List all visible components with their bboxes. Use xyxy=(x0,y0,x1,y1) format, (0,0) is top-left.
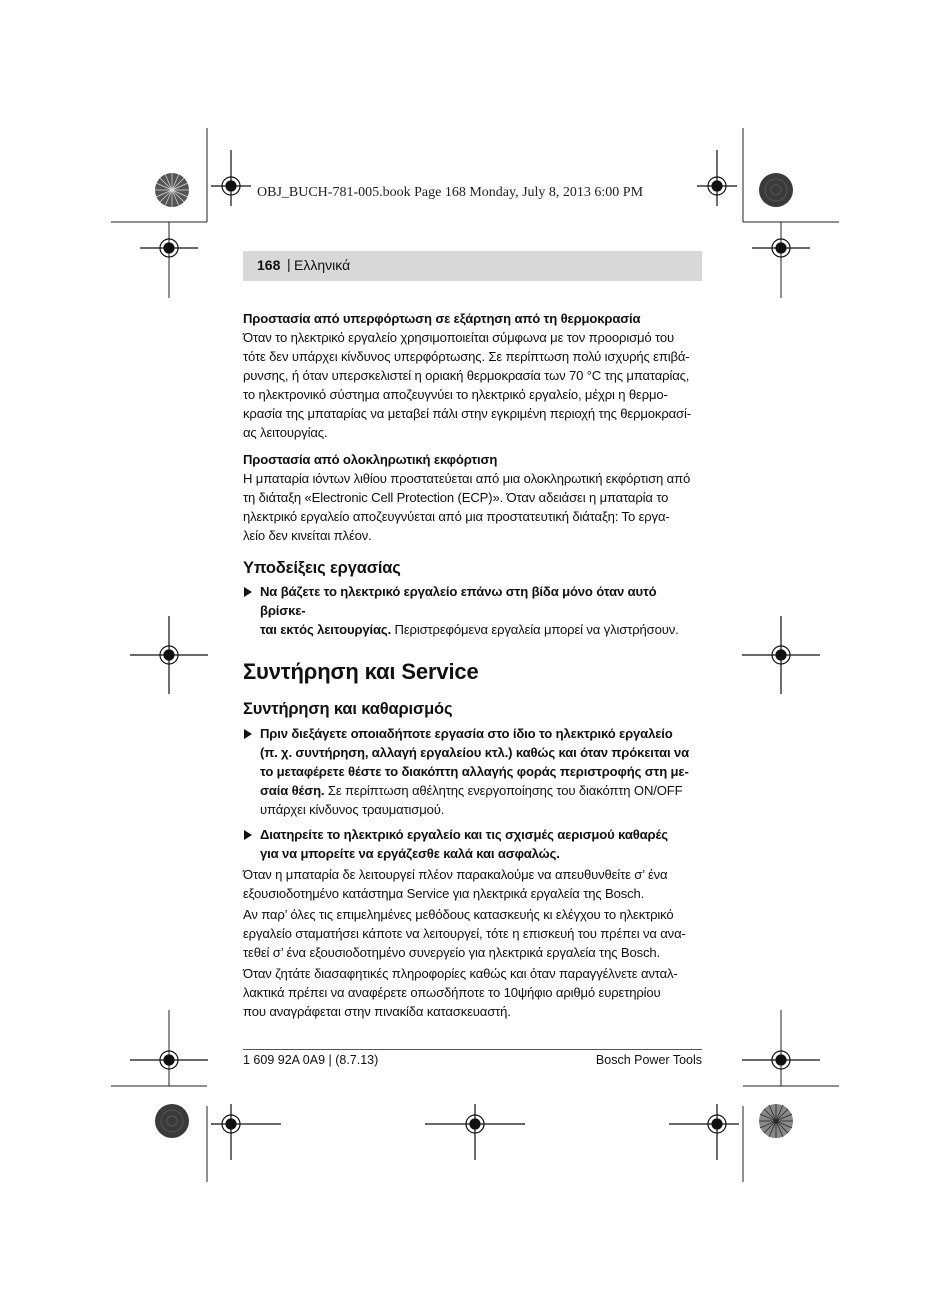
crosshair-mark-bottom-left xyxy=(211,1104,281,1160)
header-language: Ελληνικά xyxy=(294,257,351,273)
text-line: τη διάταξη «Electronic Cell Protection (ECP)». Όταν αδειάσει η μπαταρία το xyxy=(243,490,669,505)
bold-text: ται εκτός λειτουργίας. xyxy=(260,622,392,637)
text-line: τεθεί σ’ ένα εξουσιοδοτημένο συνεργείο για ηλεκτρικά εργαλεία της Bosch. xyxy=(243,945,660,960)
header-separator: | xyxy=(287,256,291,272)
page-number: 168 xyxy=(257,257,281,273)
text-line: Αν παρ’ όλες τις επιμελημένες μεθόδους κατασκευής κι ελέγχου το ηλεκτρικό xyxy=(243,907,674,922)
overload-protection-text xyxy=(243,328,702,442)
text-span: Σε περίπτωση αθέλητης ενεργοποίησης του διακόπτη ON/OFF xyxy=(324,783,683,798)
bullet-triangle-icon xyxy=(244,587,252,597)
text-line: Η μπαταρία ιόντων λιθίου προστατεύεται από μια ολοκληρωτική εκφόρτιση από xyxy=(243,471,691,486)
text-line: λακτικά πρέπει να αναφέρετε οπωσδήποτε το 10ψήφιο αριθμό ευρετηρίου xyxy=(243,985,661,1000)
text-line: ρυνσης, ή όταν υπερσκελιστεί η οριακή θερμοκρασία των 70 °C της μπαταρίας, xyxy=(243,368,690,383)
text-line: ας λειτουργίας. xyxy=(243,425,328,440)
print-slug-line: OBJ_BUCH-781-005.book Page 168 Monday, July 8, 2013 6:00 PM xyxy=(257,185,644,200)
bold-text: Διατηρείτε το ηλεκτρικό εργαλείο και τις σχισμές αερισμού καθαρές xyxy=(260,827,668,842)
crosshair-mark-top-left xyxy=(211,150,251,206)
crosshair-mark-mid-right xyxy=(742,616,820,694)
dark-disc-mark-top-right xyxy=(759,173,793,207)
discharge-protection-text xyxy=(243,469,702,545)
discharge-protection-heading: Προστασία από ολοκληρωτική εκφόρτιση xyxy=(243,452,498,467)
text-span: Περιστρεφόμενα εργαλεία μπορεί να γλιστρήσουν. xyxy=(391,622,679,637)
dark-disc-mark-bottom-left xyxy=(155,1104,189,1138)
maintenance-cleaning-heading: Συντήρηση και καθαρισμός xyxy=(243,700,453,718)
text-line: λείο δεν κινείται πλέον. xyxy=(243,528,372,543)
page-body xyxy=(243,309,702,1021)
text-line: που αναγράφεται στην πινακίδα κατασκευαστή. xyxy=(243,1004,511,1019)
crosshair-mark-top-right xyxy=(697,150,737,206)
crosshair-mark-mid-left xyxy=(130,616,208,694)
bold-text: Να βάζετε το ηλεκτρικό εργαλείο επάνω στη βίδα μόνο όταν αυτό βρίσκε- xyxy=(260,584,657,618)
spare-parts-paragraph xyxy=(243,964,702,1021)
crosshair-mark-bottom-center xyxy=(425,1104,525,1160)
text-line: Όταν το ηλεκτρικό εργαλείο χρησιμοποιείται σύμφωνα με τον προορισμό του xyxy=(243,330,675,345)
repair-paragraph xyxy=(243,905,702,962)
battery-service-paragraph xyxy=(243,865,702,903)
text-line: εξουσιοδοτημένο κατάστημα Service για ηλεκτρικά εργαλεία της Bosch. xyxy=(243,886,645,901)
text-line: υπάρχει κίνδυνος τραυματισμού. xyxy=(260,802,445,817)
bold-text: σαία θέση. xyxy=(260,783,325,798)
bullet-triangle-icon xyxy=(244,729,252,739)
maintenance-bullet-clean xyxy=(243,825,702,863)
text-line: κρασία της μπαταρίας να μεταβεί πάλι στην εγκριμένη περιοχή της θερμοκρασί- xyxy=(243,406,691,421)
working-tip-bullet xyxy=(243,582,702,639)
footer-divider xyxy=(243,1049,702,1050)
text-line: εργαλείο σταματήσει κάποτε να λειτουργεί, τότε η επισκευή του πρέπει να ανα- xyxy=(243,926,686,941)
text-line: το ηλεκτρονικό σύστημα αποζευγνύει το ηλεκτρικό εργαλείο, μέχρι η θερμο- xyxy=(243,387,668,402)
overload-protection-heading: Προστασία από υπερφόρτωση σε εξάρτηση από τη θερμοκρασία xyxy=(243,311,641,326)
text-line: Όταν ζητάτε διασαφητικές πληροφορίες καθώς και όταν παραγγέλνετε ανταλ- xyxy=(243,966,678,981)
bold-text: για να μπορείτε να εργάζεσθε καλά και ασφαλώς. xyxy=(260,846,560,861)
working-tips-heading: Υποδείξεις εργασίας xyxy=(243,559,401,577)
footer-brand: Bosch Power Tools xyxy=(595,1053,702,1067)
bold-text: το μεταφέρετε θέστε το διακόπτη αλλαγής φοράς περιστροφής στη με- xyxy=(260,764,689,779)
text-line: ηλεκτρικό εργαλείο αποζευγνύεται από μια προστατευτική διάταξη: Το εργα- xyxy=(243,509,670,524)
bullet-triangle-icon xyxy=(244,830,252,840)
maintenance-bullet-switch xyxy=(243,724,702,819)
maintenance-service-title: Συντήρηση και Service xyxy=(243,659,479,684)
crosshair-mark-bottom-right xyxy=(669,1104,739,1160)
text-line: Όταν η μπαταρία δε λειτουργεί πλέον παρακαλούμε να απευθυνθείτε σ’ ένα xyxy=(243,867,668,882)
starburst-mark-bottom-right xyxy=(759,1104,793,1138)
text-line: τότε δεν υπάρχει κίνδυνος υπερφόρτωσης. Σε περίπτωση πολύ ισχυρής επιβά- xyxy=(243,349,690,364)
page-header-bar xyxy=(243,251,702,281)
footer-document-number: 1 609 92A 0A9 | (8.7.13) xyxy=(243,1053,379,1067)
bold-text: Πριν διεξάγετε οποιαδήποτε εργασία στο ίδιο το ηλεκτρικό εργαλείο xyxy=(260,726,673,741)
bold-text: (π. χ. συντήρηση, αλλαγή εργαλείου κτλ.) καθώς και όταν πρόκειται να xyxy=(260,745,690,760)
starburst-mark-top-left xyxy=(155,173,189,207)
